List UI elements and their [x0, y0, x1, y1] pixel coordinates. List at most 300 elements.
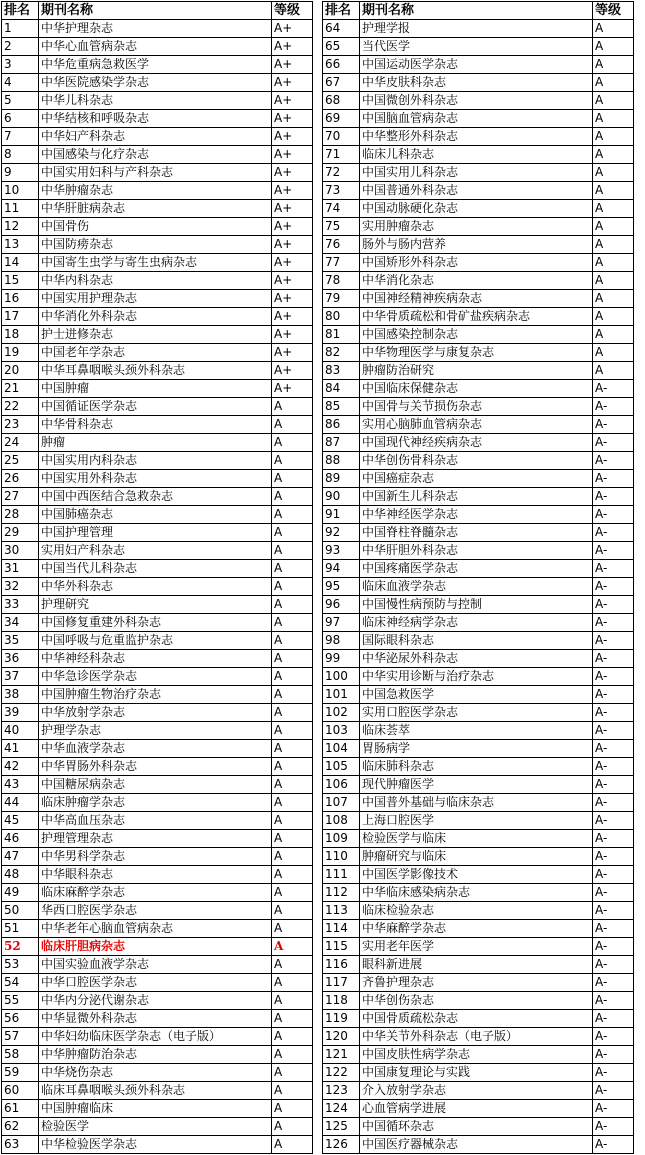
- journal-name-cell: 中国癌症杂志: [360, 470, 593, 488]
- rank-cell: 125: [323, 1118, 360, 1136]
- grade-cell: A+: [272, 92, 313, 110]
- grade-cell: A-: [593, 704, 634, 722]
- journal-name-cell: 中华物理医学与康复杂志: [360, 344, 593, 362]
- grade-cell: A: [593, 272, 634, 290]
- journal-name-cell: 中国慢性病预防与控制: [360, 596, 593, 614]
- rank-cell: 76: [323, 236, 360, 254]
- journal-name-cell: 中国骨伤: [39, 218, 272, 236]
- rank-cell: 86: [323, 416, 360, 434]
- table-row: [2, 614, 313, 632]
- journal-name-cell: 中国皮肤性病学杂志: [360, 1046, 593, 1064]
- journal-name-cell: 中华血液学杂志: [39, 740, 272, 758]
- table-row: [2, 434, 313, 452]
- journal-name-cell: 中华妇产科杂志: [39, 128, 272, 146]
- journal-name-cell: 肿瘤研究与临床: [360, 848, 593, 866]
- grade-cell: A: [593, 308, 634, 326]
- journal-name-cell: 国际眼科杂志: [360, 632, 593, 650]
- grade-cell: A: [272, 1082, 313, 1100]
- grade-cell: A: [272, 758, 313, 776]
- rank-cell: 13: [2, 236, 39, 254]
- grade-cell: A: [272, 542, 313, 560]
- grade-header: 等级: [593, 2, 634, 20]
- table-row: [2, 254, 313, 272]
- rank-cell: 51: [2, 920, 39, 938]
- table-header-row: [323, 2, 634, 20]
- rank-cell: 60: [2, 1082, 39, 1100]
- rank-cell: 110: [323, 848, 360, 866]
- table-row: [2, 380, 313, 398]
- table-row: [2, 362, 313, 380]
- table-row: [323, 974, 634, 992]
- table-row: [2, 1028, 313, 1046]
- table-row: [2, 200, 313, 218]
- grade-cell: A: [593, 344, 634, 362]
- rank-cell: 26: [2, 470, 39, 488]
- grade-cell: A: [593, 110, 634, 128]
- rank-header: 排名: [323, 2, 360, 20]
- grade-cell: A+: [272, 38, 313, 56]
- table-row: [323, 218, 634, 236]
- rank-cell: 71: [323, 146, 360, 164]
- table-row: [2, 740, 313, 758]
- rank-cell: 31: [2, 560, 39, 578]
- table-row: [323, 506, 634, 524]
- journal-name-cell: 临床血液学杂志: [360, 578, 593, 596]
- grade-cell: A: [272, 1010, 313, 1028]
- grade-cell: A: [272, 596, 313, 614]
- grade-cell: A+: [272, 110, 313, 128]
- journal-name-cell: 实用心脑肺血管病杂志: [360, 416, 593, 434]
- rank-cell: 4: [2, 74, 39, 92]
- rank-cell: 14: [2, 254, 39, 272]
- table-row: [2, 1136, 313, 1154]
- rank-cell: 21: [2, 380, 39, 398]
- rank-cell: 79: [323, 290, 360, 308]
- rank-cell: 73: [323, 182, 360, 200]
- grade-cell: A: [593, 182, 634, 200]
- journal-name-cell: 中华检验医学杂志: [39, 1136, 272, 1154]
- grade-cell: A: [272, 1136, 313, 1154]
- journal-name-cell: 临床荟萃: [360, 722, 593, 740]
- journal-name-cell: 中华放射学杂志: [39, 704, 272, 722]
- journal-name-cell: 中华内科杂志: [39, 272, 272, 290]
- rank-cell: 24: [2, 434, 39, 452]
- table-row: [323, 380, 634, 398]
- table-row: [2, 848, 313, 866]
- table-row: [323, 740, 634, 758]
- rank-cell: 66: [323, 56, 360, 74]
- rank-cell: 115: [323, 938, 360, 956]
- journal-name-cell: 中华临床感染病杂志: [360, 884, 593, 902]
- grade-cell: A-: [593, 452, 634, 470]
- rank-cell: 28: [2, 506, 39, 524]
- table-row: [2, 128, 313, 146]
- journal-name-cell: 中华实用诊断与治疗杂志: [360, 668, 593, 686]
- grade-cell: A: [272, 848, 313, 866]
- table-row: [2, 1082, 313, 1100]
- grade-cell: A-: [593, 524, 634, 542]
- rank-cell: 37: [2, 668, 39, 686]
- grade-cell: A-: [593, 758, 634, 776]
- rank-cell: 8: [2, 146, 39, 164]
- journal-name-cell: 中国中西医结合急救杂志: [39, 488, 272, 506]
- journal-name-cell: 中华消化外科杂志: [39, 308, 272, 326]
- journal-name-cell: 中国实用护理杂志: [39, 290, 272, 308]
- grade-cell: A: [272, 740, 313, 758]
- rank-cell: 38: [2, 686, 39, 704]
- journal-name-cell: 中国动脉硬化杂志: [360, 200, 593, 218]
- table-row: [2, 290, 313, 308]
- journal-name-cell: 临床耳鼻咽喉头颈外科杂志: [39, 1082, 272, 1100]
- rank-cell: 101: [323, 686, 360, 704]
- rank-cell: 3: [2, 56, 39, 74]
- table-row: [323, 1082, 634, 1100]
- table-row: [323, 884, 634, 902]
- journal-name-cell: 中华妇幼临床医学杂志（电子版）: [39, 1028, 272, 1046]
- grade-cell: A-: [593, 794, 634, 812]
- rank-cell: 58: [2, 1046, 39, 1064]
- table-row: [323, 1118, 634, 1136]
- rank-cell: 82: [323, 344, 360, 362]
- grade-cell: A: [272, 1046, 313, 1064]
- journal-name-cell: 中华关节外科杂志（电子版）: [360, 1028, 593, 1046]
- table-row: [323, 110, 634, 128]
- grade-cell: A: [272, 614, 313, 632]
- table-body-left: [2, 20, 313, 1154]
- grade-cell: A-: [593, 902, 634, 920]
- grade-cell: A: [272, 812, 313, 830]
- journal-name-cell: 中国医学影像技术: [360, 866, 593, 884]
- grade-cell: A-: [593, 1100, 634, 1118]
- grade-cell: A-: [593, 488, 634, 506]
- table-row: [323, 38, 634, 56]
- table-row: [2, 920, 313, 938]
- table-row: [323, 578, 634, 596]
- journal-name-cell: 中华医院感染学杂志: [39, 74, 272, 92]
- journal-name-cell: 检验医学: [39, 1118, 272, 1136]
- rank-cell: 42: [2, 758, 39, 776]
- journal-name-cell: 介入放射学杂志: [360, 1082, 593, 1100]
- grade-cell: A: [272, 578, 313, 596]
- rank-cell: 74: [323, 200, 360, 218]
- rank-cell: 118: [323, 992, 360, 1010]
- rank-cell: 75: [323, 218, 360, 236]
- rank-cell: 104: [323, 740, 360, 758]
- rank-header: 排名: [2, 2, 39, 20]
- rank-cell: 27: [2, 488, 39, 506]
- grade-cell: A-: [593, 1028, 634, 1046]
- table-row: [323, 524, 634, 542]
- rank-cell: 6: [2, 110, 39, 128]
- journal-name-cell: 中华肝脏病杂志: [39, 200, 272, 218]
- grade-cell: A-: [593, 776, 634, 794]
- table-row: [323, 542, 634, 560]
- grade-cell: A-: [593, 1046, 634, 1064]
- journal-name-cell: 中华结核和呼吸杂志: [39, 110, 272, 128]
- table-row: [323, 92, 634, 110]
- table-row: [323, 650, 634, 668]
- journal-name-cell: 中国骨质疏松杂志: [360, 1010, 593, 1028]
- grade-cell: A+: [272, 290, 313, 308]
- rank-cell: 49: [2, 884, 39, 902]
- journal-name-cell: 临床检验杂志: [360, 902, 593, 920]
- grade-cell: A: [272, 722, 313, 740]
- grade-cell: A-: [593, 398, 634, 416]
- table-row: [323, 416, 634, 434]
- grade-cell: A: [593, 146, 634, 164]
- rank-cell: 113: [323, 902, 360, 920]
- table-row: [323, 236, 634, 254]
- table-row: [2, 182, 313, 200]
- journal-name-cell: 实用肿瘤杂志: [360, 218, 593, 236]
- grade-cell: A: [272, 470, 313, 488]
- grade-cell: A: [272, 650, 313, 668]
- grade-cell: A: [272, 1064, 313, 1082]
- grade-cell: A: [593, 290, 634, 308]
- journal-name-cell: 中华危重病急救医学: [39, 56, 272, 74]
- journal-name-cell: 中国现代神经疾病杂志: [360, 434, 593, 452]
- grade-cell: A-: [593, 686, 634, 704]
- grade-cell: A+: [272, 128, 313, 146]
- journal-name-cell: 临床肝胆病杂志: [39, 938, 272, 956]
- journal-name-cell: 中国循证医学杂志: [39, 398, 272, 416]
- table-row: [323, 20, 634, 38]
- journal-name-cell: 中华胃肠外科杂志: [39, 758, 272, 776]
- rank-cell: 22: [2, 398, 39, 416]
- table-row: [2, 470, 313, 488]
- journal-name-cell: 中华儿科杂志: [39, 92, 272, 110]
- grade-cell: A-: [593, 992, 634, 1010]
- rank-cell: 64: [323, 20, 360, 38]
- grade-cell: A-: [593, 884, 634, 902]
- rank-cell: 10: [2, 182, 39, 200]
- table-row: [2, 452, 313, 470]
- rank-cell: 94: [323, 560, 360, 578]
- table-row: [2, 308, 313, 326]
- rank-cell: 91: [323, 506, 360, 524]
- grade-cell: A: [272, 1118, 313, 1136]
- journal-name-cell: 中国临床保健杂志: [360, 380, 593, 398]
- grade-cell: A-: [593, 470, 634, 488]
- journal-name-cell: 中华口腔医学杂志: [39, 974, 272, 992]
- table-row: [323, 74, 634, 92]
- rank-cell: 7: [2, 128, 39, 146]
- rank-cell: 34: [2, 614, 39, 632]
- journal-name-cell: 中国脊柱脊髓杂志: [360, 524, 593, 542]
- grade-cell: A-: [593, 596, 634, 614]
- table-row: [2, 560, 313, 578]
- journal-name-cell: 中国实用外科杂志: [39, 470, 272, 488]
- rank-cell: 16: [2, 290, 39, 308]
- table-row: [323, 470, 634, 488]
- rank-cell: 116: [323, 956, 360, 974]
- table-row: [2, 578, 313, 596]
- grade-cell: A-: [593, 434, 634, 452]
- grade-cell: A-: [593, 1082, 634, 1100]
- grade-cell: A: [272, 632, 313, 650]
- table-row: [323, 362, 634, 380]
- journal-name-cell: 中华神经科杂志: [39, 650, 272, 668]
- journal-name-cell: 实用口腔医学杂志: [360, 704, 593, 722]
- rank-cell: 59: [2, 1064, 39, 1082]
- grade-cell: A: [272, 434, 313, 452]
- journal-name-cell: 临床肺科杂志: [360, 758, 593, 776]
- table-row: [2, 704, 313, 722]
- journal-name-cell: 护理管理杂志: [39, 830, 272, 848]
- journal-name-header: 期刊名称: [360, 2, 593, 20]
- table-row: [2, 722, 313, 740]
- journal-name-cell: 中国实用儿科杂志: [360, 164, 593, 182]
- journal-name-cell: 当代医学: [360, 38, 593, 56]
- journal-name-cell: 中华心血管病杂志: [39, 38, 272, 56]
- journal-ranking-table-left: [1, 1, 313, 1154]
- rank-cell: 124: [323, 1100, 360, 1118]
- rank-cell: 63: [2, 1136, 39, 1154]
- grade-cell: A: [593, 236, 634, 254]
- grade-cell: A+: [272, 308, 313, 326]
- grade-cell: A: [272, 974, 313, 992]
- table-row: [323, 182, 634, 200]
- table-row: [323, 1136, 634, 1154]
- table-row: [2, 146, 313, 164]
- table-row: [323, 686, 634, 704]
- grade-cell: A-: [593, 920, 634, 938]
- rank-cell: 103: [323, 722, 360, 740]
- table-row: [323, 848, 634, 866]
- grade-cell: A-: [593, 542, 634, 560]
- journal-name-cell: 中国实验血液学杂志: [39, 956, 272, 974]
- journal-name-cell: 中华内分泌代谢杂志: [39, 992, 272, 1010]
- rank-cell: 54: [2, 974, 39, 992]
- table-row: [323, 1064, 634, 1082]
- table-row: [323, 488, 634, 506]
- table-row: [2, 758, 313, 776]
- journal-name-cell: 中华消化杂志: [360, 272, 593, 290]
- journal-name-cell: 中华烧伤杂志: [39, 1064, 272, 1082]
- rank-cell: 90: [323, 488, 360, 506]
- rank-cell: 41: [2, 740, 39, 758]
- journal-name-cell: 中华外科杂志: [39, 578, 272, 596]
- table-row: [323, 758, 634, 776]
- journal-name-cell: 中国护理管理: [39, 524, 272, 542]
- journal-name-cell: 中国医疗器械杂志: [360, 1136, 593, 1154]
- rank-cell: 112: [323, 884, 360, 902]
- rank-cell: 2: [2, 38, 39, 56]
- rank-cell: 1: [2, 20, 39, 38]
- rank-cell: 45: [2, 812, 39, 830]
- table-row: [2, 272, 313, 290]
- table-row: [323, 596, 634, 614]
- table-row: [2, 524, 313, 542]
- grade-cell: A-: [593, 560, 634, 578]
- rank-cell: 105: [323, 758, 360, 776]
- grade-cell: A: [593, 164, 634, 182]
- grade-cell: A-: [593, 866, 634, 884]
- journal-name-header: 期刊名称: [39, 2, 272, 20]
- grade-cell: A: [272, 488, 313, 506]
- rank-cell: 114: [323, 920, 360, 938]
- table-row: [2, 1010, 313, 1028]
- journal-name-cell: 中华皮肤科杂志: [360, 74, 593, 92]
- journal-name-cell: 中国肿瘤: [39, 380, 272, 398]
- table-header-row: [2, 2, 313, 20]
- journal-name-cell: 中国糖尿病杂志: [39, 776, 272, 794]
- rank-cell: 99: [323, 650, 360, 668]
- rank-cell: 100: [323, 668, 360, 686]
- journal-name-cell: 中华麻醉学杂志: [360, 920, 593, 938]
- table-row: [323, 722, 634, 740]
- table-row: [2, 326, 313, 344]
- rank-cell: 9: [2, 164, 39, 182]
- grade-cell: A: [593, 92, 634, 110]
- rank-cell: 65: [323, 38, 360, 56]
- table-row: [323, 956, 634, 974]
- rank-cell: 36: [2, 650, 39, 668]
- table-row: [2, 20, 313, 38]
- journal-name-cell: 齐鲁护理杂志: [360, 974, 593, 992]
- rank-cell: 52: [2, 938, 39, 956]
- rank-cell: 72: [323, 164, 360, 182]
- table-body-right: [323, 20, 634, 1154]
- table-row: [2, 902, 313, 920]
- table-row: [2, 164, 313, 182]
- journal-name-cell: 胃肠病学: [360, 740, 593, 758]
- grade-cell: A: [593, 218, 634, 236]
- table-row: [2, 1118, 313, 1136]
- table-row: [323, 794, 634, 812]
- table-row: [2, 416, 313, 434]
- rank-cell: 102: [323, 704, 360, 722]
- table-row: [2, 1064, 313, 1082]
- grade-cell: A+: [272, 146, 313, 164]
- grade-cell: A+: [272, 254, 313, 272]
- journal-name-cell: 华西口腔医学杂志: [39, 902, 272, 920]
- table-row: [323, 254, 634, 272]
- grade-cell: A-: [593, 380, 634, 398]
- grade-cell: A-: [593, 812, 634, 830]
- table-row: [323, 668, 634, 686]
- rank-cell: 67: [323, 74, 360, 92]
- grade-cell: A: [593, 74, 634, 92]
- journal-name-cell: 护理学杂志: [39, 722, 272, 740]
- table-row: [323, 1028, 634, 1046]
- rank-cell: 20: [2, 362, 39, 380]
- journal-name-cell: 检验医学与临床: [360, 830, 593, 848]
- rank-cell: 48: [2, 866, 39, 884]
- grade-cell: A-: [593, 578, 634, 596]
- table-row: [2, 938, 313, 956]
- table-row: [2, 686, 313, 704]
- journal-name-cell: 中华整形外科杂志: [360, 128, 593, 146]
- table-row: [2, 74, 313, 92]
- grade-cell: A: [272, 920, 313, 938]
- journal-name-cell: 中华显微外科杂志: [39, 1010, 272, 1028]
- grade-cell: A-: [593, 1064, 634, 1082]
- grade-cell: A: [272, 398, 313, 416]
- journal-name-cell: 护理学报: [360, 20, 593, 38]
- journal-name-cell: 中国普通外科杂志: [360, 182, 593, 200]
- rank-cell: 88: [323, 452, 360, 470]
- rank-cell: 85: [323, 398, 360, 416]
- rank-cell: 19: [2, 344, 39, 362]
- grade-cell: A+: [272, 272, 313, 290]
- grade-cell: A: [272, 938, 313, 956]
- grade-cell: A: [593, 20, 634, 38]
- table-row: [323, 830, 634, 848]
- journal-name-cell: 中国循环杂志: [360, 1118, 593, 1136]
- journal-name-cell: 肿瘤防治研究: [360, 362, 593, 380]
- table-row: [323, 992, 634, 1010]
